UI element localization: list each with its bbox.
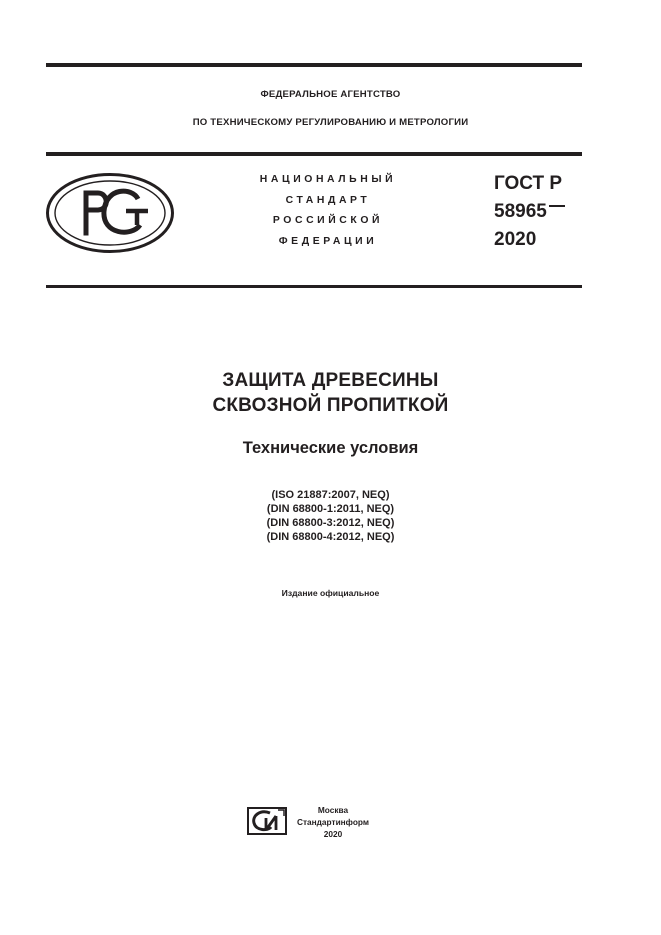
header-rule: [46, 152, 582, 156]
standard-designation: [494, 170, 565, 254]
national-standard-line-1: НАЦИОНАЛЬНЫЙ: [259, 174, 397, 185]
designation-number-line: [494, 198, 565, 226]
document-title: [0, 368, 661, 418]
designation-prefix: ГОСТ Р: [494, 173, 563, 194]
national-standard-block: [232, 170, 424, 252]
publisher-block: [296, 804, 370, 840]
title-line-1: ЗАЩИТА ДРЕВЕСИНЫ: [222, 370, 439, 391]
reference-item: (DIN 68800-3:2012, NEQ): [266, 517, 395, 529]
designation-dash: [549, 205, 565, 207]
reference-item: (DIN 68800-1:2011, NEQ): [266, 503, 395, 515]
national-standard-line-2: СТАНДАРТ: [285, 194, 371, 206]
national-standard-line-4: ФЕДЕРАЦИИ: [278, 235, 378, 247]
agency-line-2: ПО ТЕХНИЧЕСКОМУ РЕГУЛИРОВАНИЮ И МЕТРОЛОГИИ: [192, 117, 469, 128]
publisher-city: Москва: [317, 805, 349, 815]
publisher-year: 2020: [323, 829, 343, 839]
top-rule: [46, 63, 582, 67]
edition-label: Издание официальное: [281, 588, 380, 598]
title-line-2: СКВОЗНОЙ ПРОПИТКОЙ: [212, 395, 449, 416]
publisher-name: Стандартинформ: [296, 817, 369, 827]
designation-number: 58965: [494, 201, 547, 222]
rst-certification-logo-icon: [46, 173, 174, 253]
header-bottom-rule: [46, 285, 582, 288]
document-subtitle: Технические условия: [242, 439, 419, 457]
agency-line-1: ФЕДЕРАЛЬНОЕ АГЕНТСТВО: [260, 89, 401, 100]
reference-item: (DIN 68800-4:2012, NEQ): [266, 531, 395, 543]
standartinform-logo-icon: [246, 806, 288, 836]
references-block: [0, 488, 661, 544]
reference-item: (ISO 21887:2007, NEQ): [271, 489, 390, 501]
designation-year: 2020: [494, 229, 537, 250]
national-standard-line-3: РОССИЙСКОЙ: [272, 215, 384, 226]
